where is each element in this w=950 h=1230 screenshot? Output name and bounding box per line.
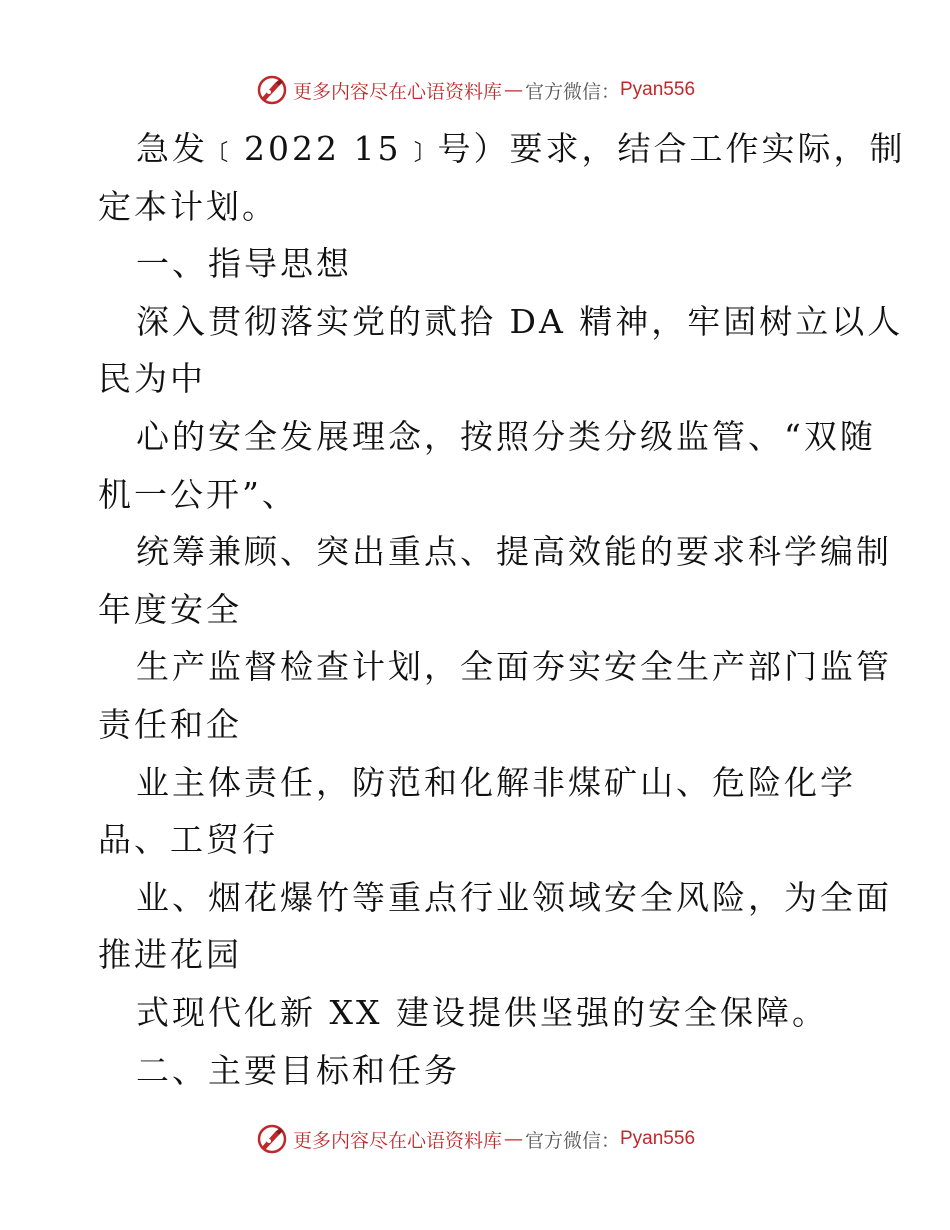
- banner-wechat-label: 官方微信：: [524, 1129, 620, 1152]
- red-circle-pen-logo-icon: [255, 1122, 289, 1156]
- footer-banner: [0, 1119, 950, 1159]
- text-line: 统筹兼顾、突出重点、提高效能的要求科学编制: [136, 532, 892, 572]
- text-line: 二、主要目标和任务: [136, 1050, 460, 1090]
- header-banner: [0, 70, 950, 110]
- text-line: 业、烟花爆竹等重点行业领域安全风险，为全面: [136, 877, 892, 917]
- text-line: 心的安全发展理念，按照分类分级监管、“双随: [136, 416, 876, 456]
- text-line: 品、工贸行: [98, 820, 278, 860]
- text-line: 急发﹝2022 15﹞号）要求，结合工作实际，制: [136, 129, 906, 168]
- text-line: 年度安全: [98, 589, 242, 629]
- banner-dash: —: [503, 1128, 523, 1150]
- text-line: 推进花园: [98, 935, 242, 975]
- text-line: 生产监督检查计划，全面夯实安全生产部门监管: [136, 647, 892, 687]
- banner-wechat-id: Pyan556: [620, 1128, 696, 1149]
- text-line: 民为中: [98, 359, 206, 399]
- red-circle-pen-logo-icon: [255, 73, 289, 107]
- text-line: 业主体责任，防范和化解非煤矿山、危险化学: [136, 762, 856, 802]
- banner-wechat-label: 官方微信：: [524, 80, 620, 103]
- text-line: 责任和企: [98, 704, 242, 744]
- text-line: 式现代化新 XX 建设提供坚强的安全保障。: [136, 992, 828, 1032]
- banner-wechat-id: Pyan556: [620, 79, 696, 100]
- text-line: 机一公开”、: [98, 474, 298, 514]
- banner-title: 更多内容尽在心语资料库: [292, 80, 502, 103]
- banner-dash: —: [503, 79, 523, 101]
- text-line: 定本计划。: [98, 186, 278, 226]
- banner-title: 更多内容尽在心语资料库: [292, 1129, 502, 1152]
- document-body: [98, 120, 906, 1099]
- text-line: 一、指导思想: [136, 244, 352, 284]
- text-line: 深入贯彻落实党的贰拾 DA 精神，牢固树立以人: [136, 301, 904, 341]
